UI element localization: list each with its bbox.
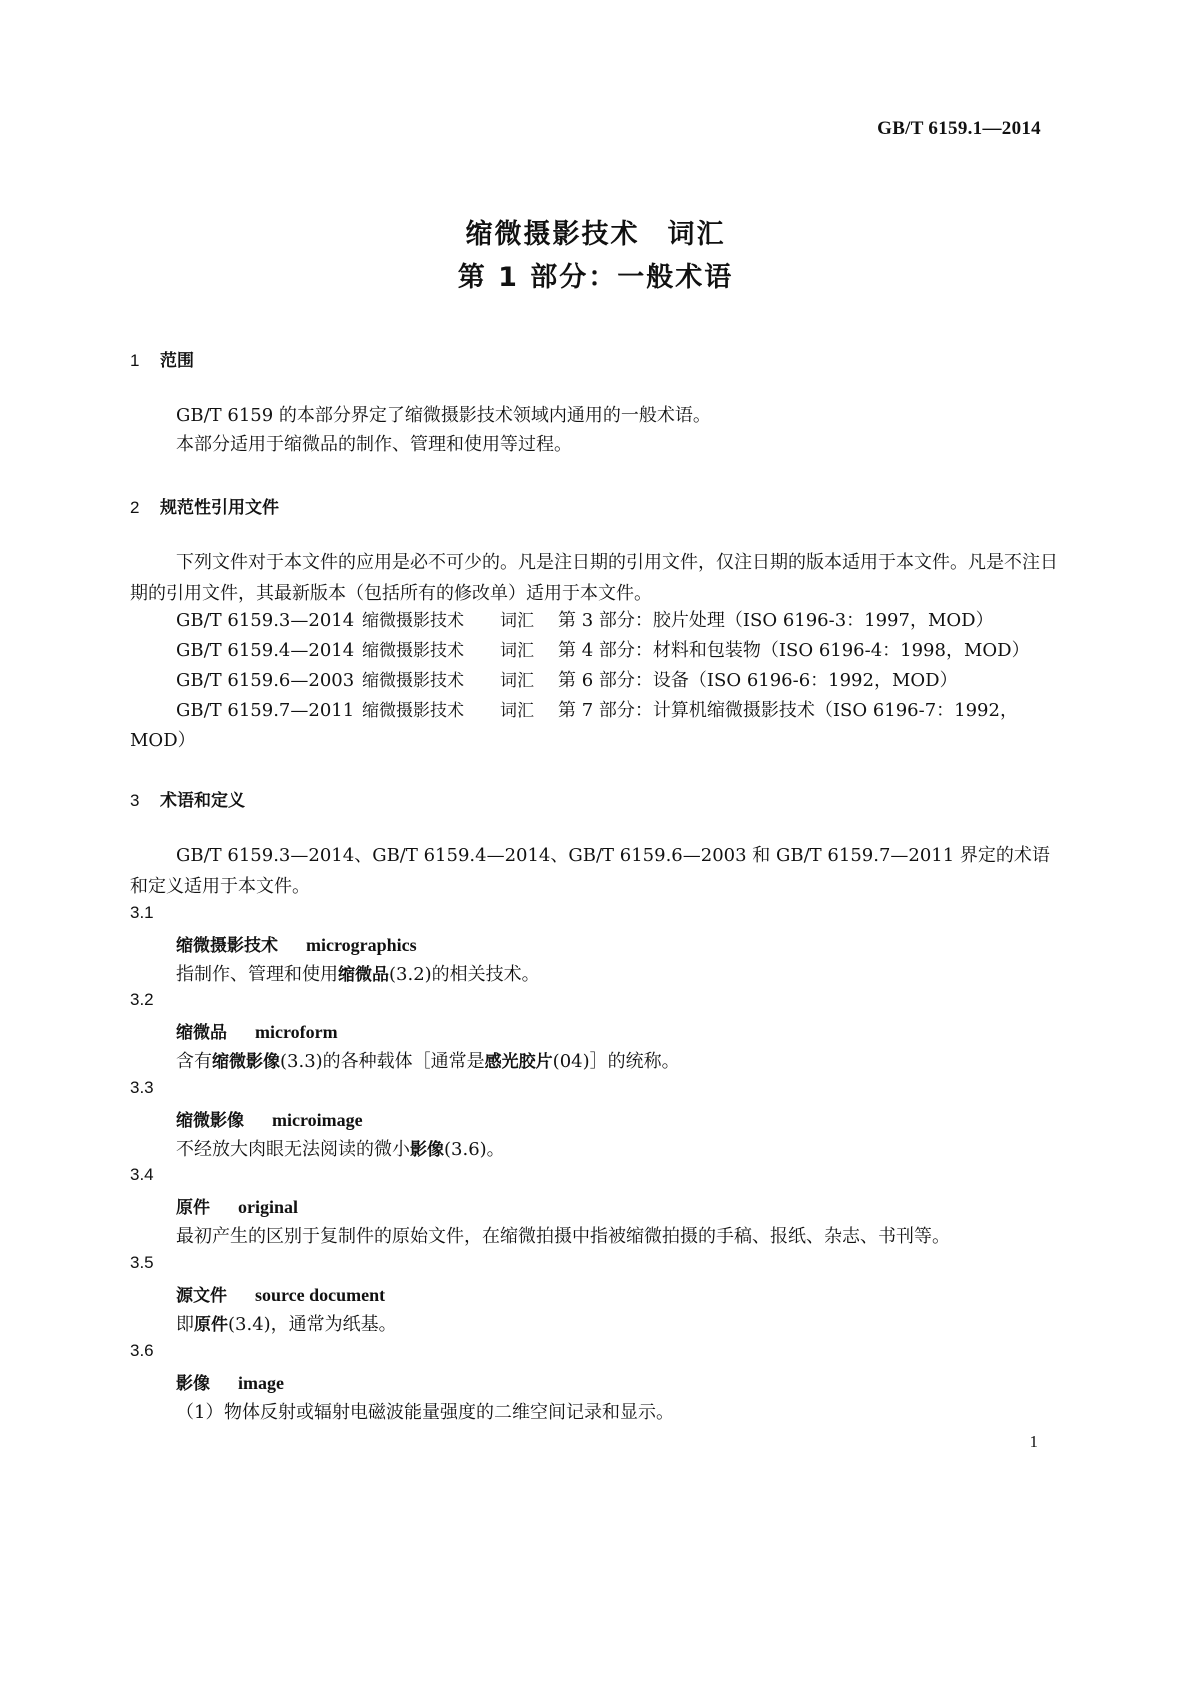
doc-title-line2: 第 1 部分：一般术语 [457, 262, 734, 293]
reference-item: GB/T 6159.7—2011 缩微摄影技术 词汇 第 7 部分：计算机缩微摄影技术（ISO 6196-7：1992， [176, 700, 1018, 721]
term-title: 源文件 source document [176, 1285, 386, 1306]
reference-item: GB/T 6159.3—2014 缩微摄影技术 词汇 第 3 部分：胶片处理（ISO 6196-3：1997，MOD） [176, 610, 994, 631]
term-definition: 不经放大肉眼无法阅读的微小影像(3.6)。 [176, 1139, 505, 1160]
reference-item: GB/T 6159.4—2014 缩微摄影技术 词汇 第 4 部分：材料和包装物（ISO 6196-4：1998，MOD） [176, 640, 1030, 661]
term-number: 3.5 [130, 1253, 154, 1272]
doc-title-line1 [0, 212, 1191, 251]
title-part-b: 词汇 [667, 219, 726, 250]
reference-item: GB/T 6159.6—2003 缩微摄影技术 词汇 第 6 部分：设备（ISO 6196-6：1992，MOD） [176, 670, 958, 691]
standard-code: GB/T 6159.1—2014 [877, 118, 1041, 139]
term-definition: 指制作、管理和使用缩微品(3.2)的相关技术。 [176, 964, 540, 985]
term-title: 原件 original [176, 1197, 299, 1218]
term-definition: （1）物体反射或辐射电磁波能量强度的二维空间记录和显示。 [176, 1402, 674, 1423]
term-number: 3.2 [130, 990, 154, 1009]
term-definition: 最初产生的区别于复制件的原始文件，在缩微拍摄中指被缩微拍摄的手稿、报纸、杂志、书刊等。 [176, 1226, 950, 1247]
term-definition: 含有缩微影像(3.3)的各种载体［通常是感光胶片(04)］的统称。 [176, 1051, 680, 1072]
section-heading-scope: 1 范围 [130, 351, 194, 371]
section-heading-terms: 3 术语和定义 [130, 791, 245, 811]
term-number: 3.4 [130, 1165, 154, 1184]
term-number: 3.1 [130, 903, 154, 922]
term-number: 3.3 [130, 1078, 154, 1097]
title-part-a: 缩微摄影技术 [465, 219, 640, 250]
scope-para-2: 本部分适用于缩微品的制作、管理和使用等过程。 [176, 434, 572, 455]
section-heading-references: 2 规范性引用文件 [130, 498, 279, 518]
term-number: 3.6 [130, 1341, 154, 1360]
scope-para-1: GB/T 6159 的本部分界定了缩微摄影技术领域内通用的一般术语。 [176, 405, 711, 426]
term-title: 缩微影像 microimage [176, 1110, 363, 1131]
term-title: 影像 image [176, 1373, 284, 1394]
term-title: 缩微品 microform [176, 1022, 338, 1043]
references-intro: 下列文件对于本文件的应用是必不可少的。凡是注日期的引用文件，仅注日期的版本适用于本文件。凡是不注日期的引用文件，其最新版本（包括所有的修改单）适用于本文件。 [130, 552, 1058, 604]
term-definition: 即原件(3.4)，通常为纸基。 [176, 1314, 397, 1335]
terms-intro: GB/T 6159.3—2014、GB/T 6159.4—2014、GB/T 6159.6—2003 和 GB/T 6159.7—2011 界定的术语和定义适用于本文件。 [130, 845, 1050, 897]
reference-continuation: MOD） [130, 730, 196, 751]
page-number: 1 [1029, 1432, 1038, 1451]
term-title: 缩微摄影技术 micrographics [176, 935, 417, 956]
